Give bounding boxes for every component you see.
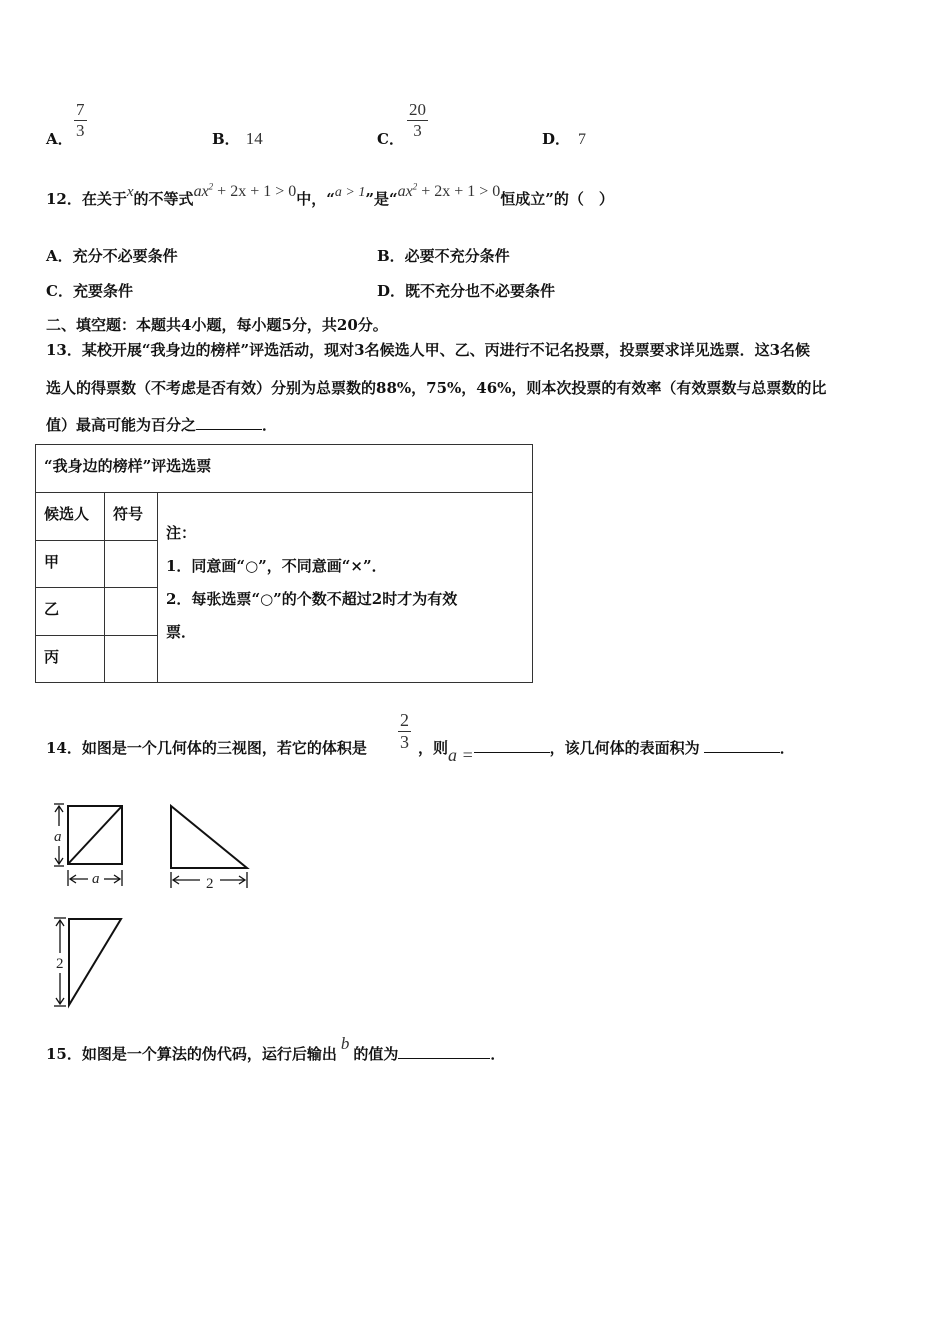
ballot-note-2a: 2．每张选票“○”的个数不超过2时才为有效 (166, 590, 458, 608)
dim-label-a-side: a (54, 829, 62, 845)
ballot-note-title: 注： (166, 524, 197, 542)
ballot-candidate-jia: 甲 (36, 541, 105, 588)
ballot-header-symbol: 符号 (105, 493, 158, 541)
top-view-triangle (69, 919, 121, 1005)
dim-label-2-side: 2 (56, 956, 64, 972)
q11-a-fraction: $\frac{7}{3}$ (76, 100, 85, 140)
q13-answer-blank[interactable] (196, 415, 262, 430)
q11-option-a: A． (46, 130, 73, 148)
q13-line-3: 值）最高可能为百分之 ． (46, 416, 278, 434)
ballot-symbol-cell[interactable] (105, 588, 158, 636)
q15-answer-blank[interactable] (398, 1044, 490, 1059)
q14-stem-rest: ，则a = ，该几何体的表面积为 ． (418, 739, 795, 765)
ballot-title: “我身边的榜样”评选选票 (36, 445, 533, 493)
ballot-table (35, 444, 533, 683)
q11-c-fraction: $\frac{20}{3}$ (409, 100, 426, 140)
ballot-symbol-cell[interactable] (105, 636, 158, 683)
q14-answer-blank-area[interactable] (704, 738, 780, 753)
three-view-figure (40, 790, 270, 1020)
q11-option-c: C． (377, 130, 404, 148)
q11-option-b: B． 14 (212, 129, 263, 148)
ballot-candidate-bing: 丙 (36, 636, 105, 683)
q14-answer-blank-a[interactable] (474, 738, 550, 753)
ballot-header-candidate: 候选人 (36, 493, 105, 541)
q12-option-d: D．既不充分也不必要条件 (377, 282, 556, 300)
q12-option-a: A．充分不必要条件 (46, 247, 178, 265)
q12-option-c: C．充要条件 (46, 282, 133, 300)
q14-stem: 14．如图是一个几何体的三视图，若它的体积是 (46, 739, 367, 757)
q12-stem: 12．在关于x的不等式$ax^2 + 2x + 1 > 0$中，“a > 1”是“$ax^2 + 2x + 1 > 0$恒成立”的（ ） (46, 181, 614, 208)
q15-stem: 15．如图是一个算法的伪代码，运行后输出b的值为 ． (46, 1034, 506, 1063)
q13-line-1: 13．某校开展“我身边的榜样”评选活动，现对3名候选人甲、乙、丙进行不记名投票，投票要求详见选票．这3名候 (46, 341, 811, 359)
ballot-symbol-cell[interactable] (105, 541, 158, 588)
ballot-note-1: 1．同意画“○”，不同意画“×”． (166, 557, 387, 575)
q14-volume-fraction: $\frac{2}{3}$ (400, 710, 409, 752)
section-heading-fill-in: 二、填空题：本题共4小题，每小题5分，共20分。 (46, 316, 388, 334)
dim-label-a-bottom: a (92, 871, 100, 887)
front-view-diagonal (68, 806, 122, 864)
q13-line-2: 选人的得票数（不考虑是否有效）分别为总票数的88%，75%，46%，则本次投票的有效率（有效票数与总票数的比 (46, 379, 827, 397)
side-view-triangle (171, 806, 247, 868)
q12-option-b: B．必要不充分条件 (377, 247, 510, 265)
ballot-candidate-yi: 乙 (36, 588, 105, 636)
q11-option-d: D． 7 (542, 130, 587, 148)
ballot-notes (158, 493, 533, 683)
dim-label-2-bottom: 2 (206, 876, 214, 892)
ballot-note-2b: 票． (166, 623, 197, 641)
